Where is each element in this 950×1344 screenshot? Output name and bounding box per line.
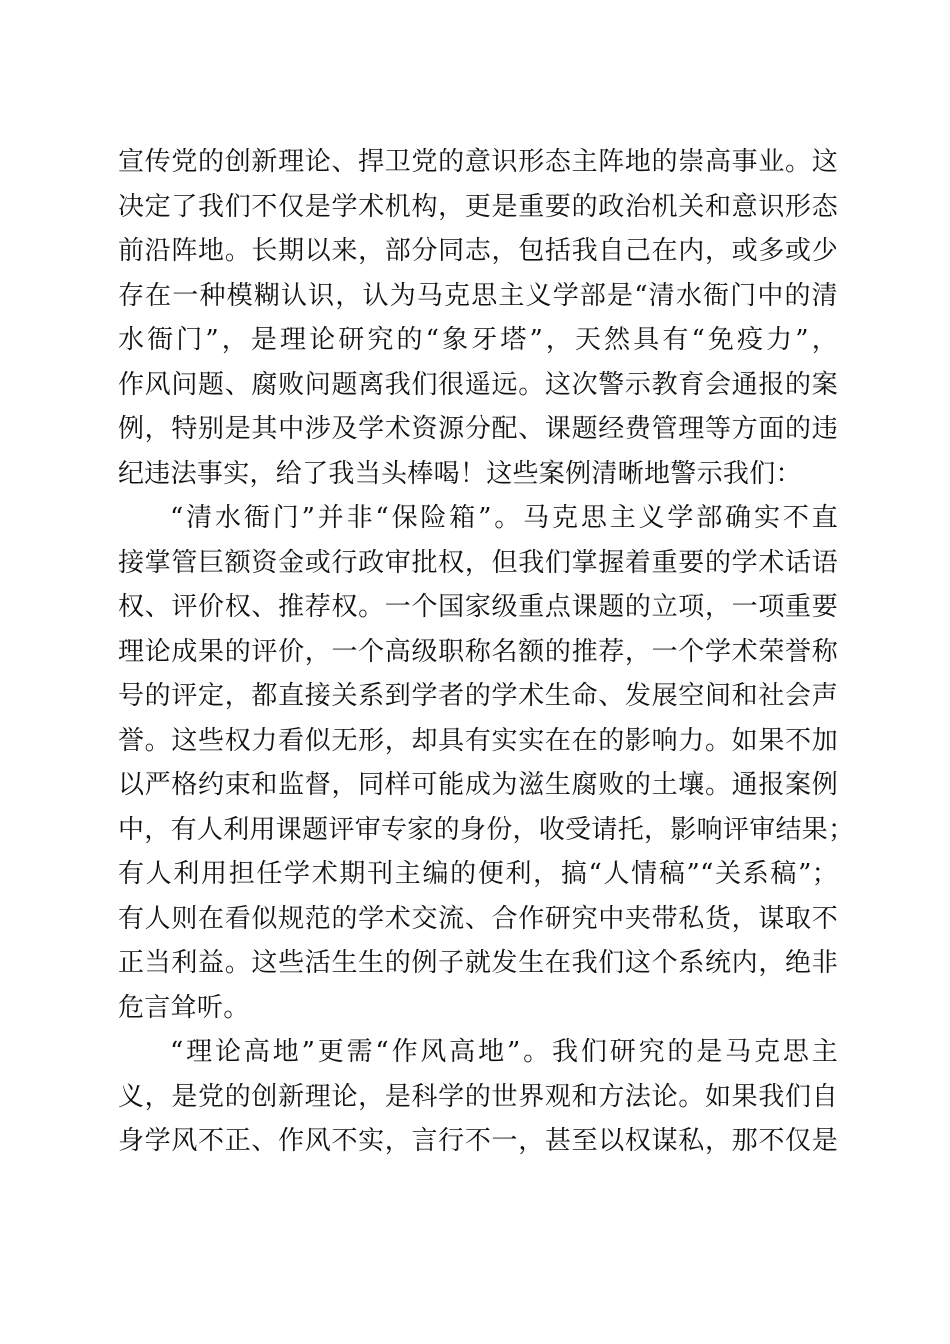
text-line: 水衙门”，是理论研究的“象牙塔”，天然具有“免疫力”， [118, 325, 838, 355]
text-line: 有人利用担任学术期刊主编的便利，搞“人情稿”“关系稿”； [118, 859, 838, 889]
text-line: 权、评价权、推荐权。一个国家级重点课题的立项，一项重要 [118, 592, 838, 622]
text-line: 作风问题、腐败问题离我们很遥远。这次警示教育会通报的案 [118, 369, 838, 400]
text-line: 号的评定，都直接关系到学者的学术生命、发展空间和社会声 [118, 681, 838, 711]
text-line: 例，特别是其中涉及学术资源分配、课题经费管理等方面的违 [118, 414, 838, 444]
text-line: 正当利益。这些活生生的例子就发生在我们这个系统内，绝非 [118, 948, 838, 978]
text-line: 有人则在看似规范的学术交流、合作研究中夹带私货，谋取不 [118, 903, 838, 934]
text-line: 以严格约束和监督，同样可能成为滋生腐败的土壤。通报案例 [118, 770, 838, 800]
text-line: 决定了我们不仅是学术机构，更是重要的政治机关和意识形态 [118, 191, 838, 222]
text-line: 义，是党的创新理论，是科学的世界观和方法论。如果我们自 [118, 1081, 838, 1112]
text-line: 接掌管巨额资金或行政审批权，但我们掌握着重要的学术话语 [118, 547, 838, 578]
text-line: 前沿阵地。长期以来，部分同志，包括我自己在内，或多或少 [118, 236, 838, 266]
paragraph-first-line: “清水衙门”并非“保险箱”。马克思主义学部确实不直 [170, 503, 838, 533]
paragraph-first-line: “理论高地”更需“作风高地”。我们研究的是马克思主 [170, 1037, 838, 1067]
text-line: 誉。这些权力看似无形，却具有实实在在的影响力。如果不加 [118, 725, 838, 756]
text-line: 危言耸听。 [118, 992, 250, 1023]
text-line: 宣传党的创新理论、捍卫党的意识形态主阵地的崇高事业。这 [118, 147, 838, 177]
text-line: 纪违法事实，给了我当头棒喝！这些案例清晰地警示我们： [118, 458, 802, 489]
text-line: 理论成果的评价，一个高级职称名额的推荐，一个学术荣誉称 [118, 636, 838, 667]
text-line: 身学风不正、作风不实，言行不一，甚至以权谋私，那不仅是 [118, 1126, 838, 1156]
text-line: 中，有人利用课题评审专家的身份，收受请托，影响评审结果； [118, 814, 855, 845]
body-text [118, 140, 855, 1164]
text-line: 存在一种模糊认识，认为马克思主义学部是“清水衙门中的清 [118, 280, 838, 311]
